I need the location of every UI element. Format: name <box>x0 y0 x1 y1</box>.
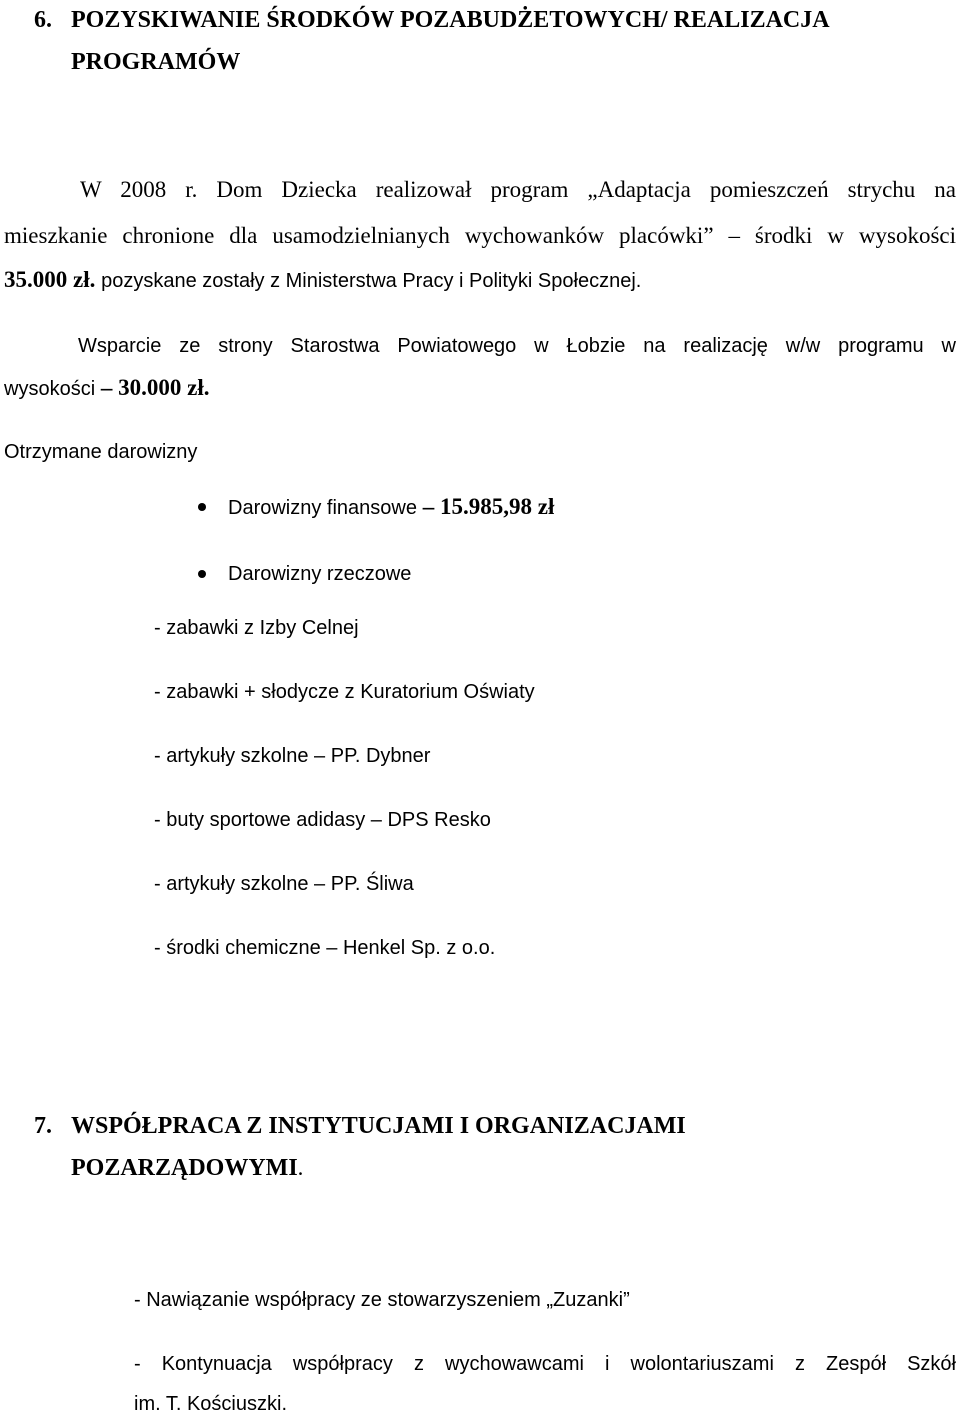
section-6-title-line2: PROGRAMÓW <box>71 49 241 75</box>
donations-financial <box>228 493 554 522</box>
donations-material-label: Darowizny rzeczowe <box>228 563 412 585</box>
donation-item: - artykuły szkolne – PP. Śliwa <box>154 873 414 895</box>
section-6-title-line1: POZYSKIWANIE ŚRODKÓW POZABUDŻETOWYCH/ REALIZACJA <box>71 7 830 33</box>
paragraph-1-line3 <box>4 266 641 295</box>
paragraph-2-line1: Wsparcie ze strony Starostwa Powiatowego w Łobzie na realizację w/w programu w <box>78 335 956 357</box>
cooperation-item: - Nawiązanie współpracy ze stowarzyszeniem „Zuzanki” <box>134 1289 630 1311</box>
bullet-icon <box>198 503 206 511</box>
donations-heading: Otrzymane darowizny <box>4 441 198 463</box>
section-7-title-line2-text: POZARZĄDOWYMI <box>71 1155 298 1181</box>
paragraph-1-line2: mieszkanie chronione dla usamodzielnianych wychowanków placówki” – środki w wysokości <box>4 223 956 248</box>
paragraph-1-amount: 35.000 zł. <box>4 267 96 292</box>
section-7-number: 7. <box>34 1113 52 1139</box>
cooperation-item: - Kontynuacja współpracy z wychowawcami i wolontariuszami z Zespół Szkół <box>134 1353 956 1375</box>
donations-financial-label: Darowizny finansowe <box>228 497 417 519</box>
donation-item: - zabawki + słodycze z Kuratorium Oświaty <box>154 681 535 703</box>
section-7-title-line2 <box>71 1154 303 1182</box>
cooperation-item-continued: im. T. Kościuszki. <box>134 1393 287 1415</box>
paragraph-2-line2 <box>4 374 210 403</box>
paragraph-2-amount: – 30.000 zł. <box>100 375 210 400</box>
donation-item: - zabawki z Izby Celnej <box>154 617 359 639</box>
paragraph-2-line2-start: wysokości <box>4 378 96 400</box>
section-7-title-period: . <box>297 1155 304 1180</box>
donation-item: - środki chemiczne – Henkel Sp. z o.o. <box>154 937 496 959</box>
section-7-title-line1: WSPÓŁPRACA Z INSTYTUCJAMI I ORGANIZACJAMI <box>71 1113 686 1139</box>
paragraph-1-line3-text: pozyskane zostały z Ministerstwa Pracy i Polityki Społecznej. <box>101 270 642 292</box>
donations-financial-amount: – 15.985,98 zł <box>422 494 555 519</box>
donation-item: - artykuły szkolne – PP. Dybner <box>154 745 431 767</box>
paragraph-1-line1: W 2008 r. Dom Dziecka realizował program „Adaptacja pomieszczeń strychu na <box>80 177 956 202</box>
bullet-icon <box>198 570 206 578</box>
donation-item: - buty sportowe adidasy – DPS Resko <box>154 809 491 831</box>
section-6-number: 6. <box>34 7 52 33</box>
